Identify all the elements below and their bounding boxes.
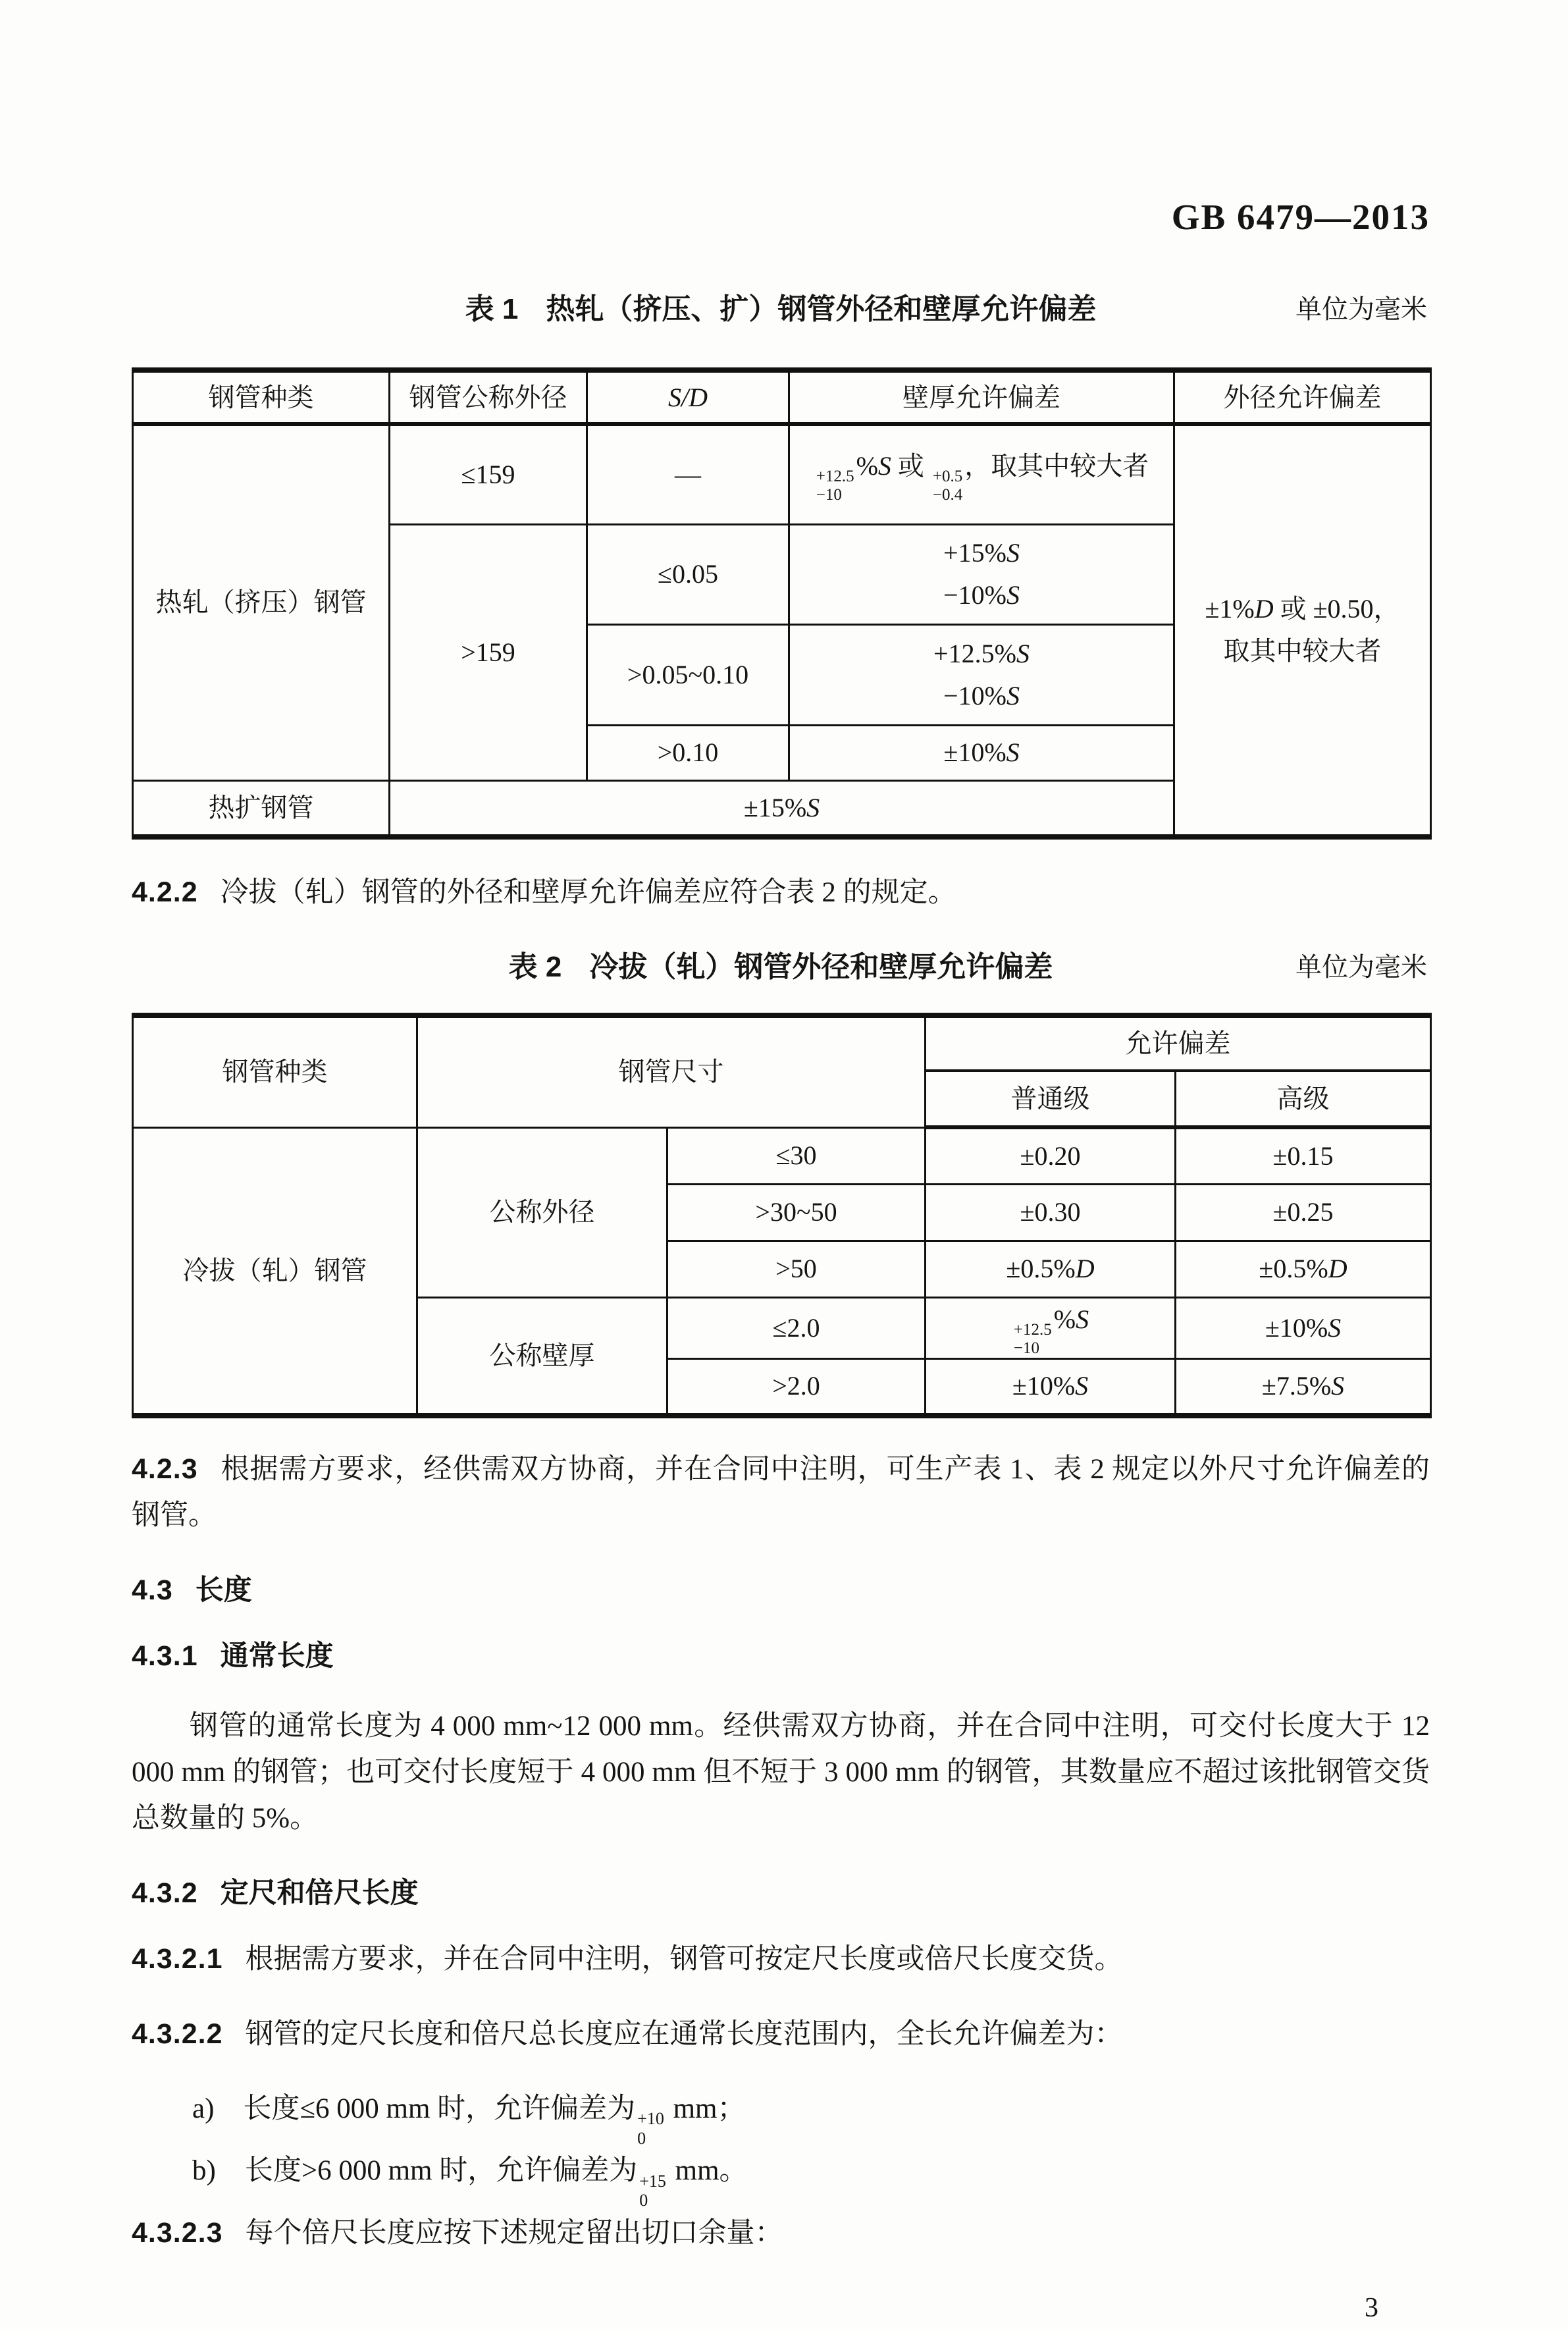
table1-cell-wall-le005: +15%S −10%S [789, 524, 1174, 624]
table2-cell-size-le30: ≤30 [667, 1127, 926, 1184]
table2-cell-high-gt20: ±7.5%S [1176, 1359, 1431, 1416]
table1-header-od-tol: 外径允许偏差 [1174, 370, 1431, 424]
heading-number: 4.3.2 [132, 1877, 198, 1909]
paragraph-4-3-1: 钢管的通常长度为 4 000 mm~12 000 mm。经供需双方协商，并在合同中注明，可交付长度大于 12 000 mm 的钢管；也可交付长度短于 4 000 mm 但不短于 3 000 mm 的钢管，其数量应不超过该批钢管交货总数量的 5%。 [132, 1710, 1430, 1834]
table2-cell-normal-le30: ±0.20 [926, 1127, 1176, 1184]
table2-caption [132, 944, 1430, 990]
table2-cell-group-wt: 公称壁厚 [417, 1297, 667, 1416]
table1-cell-kind-hot: 热轧（挤压）钢管 [133, 424, 390, 780]
clause-text: 冷拔（轧）钢管的外径和壁厚允许偏差应符合表 2 的规定。 [220, 877, 956, 908]
clause-text: 每个倍尺长度应按下述规定留出切口余量： [245, 2217, 783, 2249]
heading-number: 4.3 [132, 1574, 173, 1606]
clause-number: 4.3.2.3 [132, 2216, 223, 2249]
clause-4-2-3 [132, 1446, 1430, 1539]
tolerance-fraction: +12.5 −10 [1013, 1321, 1052, 1357]
heading-number: 4.3.1 [132, 1640, 198, 1672]
page-number: 3 [1365, 2292, 1378, 2323]
table2-cell-group-od: 公称外径 [417, 1127, 667, 1297]
table1-cell-sd-gt010: >0.10 [587, 725, 789, 780]
table2-cell-size-30-50: >30~50 [667, 1184, 926, 1241]
list-item-a [192, 2086, 1430, 2148]
table2-header-high-grade: 高级 [1176, 1071, 1431, 1127]
table2-cell-normal-gt20: ±10%S [926, 1359, 1176, 1416]
clause-text: 钢管的定尺长度和倍尺总长度应在通常长度范围内，全长允许偏差为： [245, 2018, 1123, 2050]
clause-number: 4.2.3 [132, 1453, 198, 1485]
tolerance-fraction: +0.5 −0.4 [932, 468, 963, 504]
tolerance-fraction: +15 0 [639, 2171, 666, 2210]
table2-cell-high-30-50: ±0.25 [1176, 1184, 1431, 1241]
table1-unit-label: 单位为毫米 [1295, 294, 1427, 324]
table2-cell-size-gt50: >50 [667, 1241, 926, 1297]
table1-cell-sd-dash: — [587, 424, 789, 524]
page-content [132, 0, 1430, 2329]
table2-cold-drawn-tolerances [132, 1013, 1432, 1418]
table1-cell-wall-gt010: ±10%S [789, 725, 1174, 780]
table1-row-le159 [133, 424, 1431, 524]
tolerance-fraction: +12.5 −10 [816, 468, 854, 504]
heading-4-3 [132, 1567, 1430, 1613]
table2-unit-label: 单位为毫米 [1295, 952, 1427, 982]
table2-caption-label: 表 2 [508, 951, 562, 983]
table2-cell-normal-gt50: ±0.5%D [926, 1241, 1176, 1297]
clause-text: 根据需方要求，并在合同中注明，钢管可按定尺长度或倍尺长度交货。 [245, 1943, 1123, 1975]
table2-header-size: 钢管尺寸 [417, 1015, 926, 1127]
table2-header-kind: 钢管种类 [133, 1015, 417, 1127]
table2-cell-size-gt20: >2.0 [667, 1359, 926, 1416]
table2-header-tolerance: 允许偏差 [926, 1015, 1431, 1071]
table1-cell-od-gt159: >159 [390, 524, 587, 780]
clause-number: 4.2.2 [132, 876, 198, 908]
table1-caption-title: 热轧（挤压、扩）钢管外径和壁厚允许偏差 [546, 293, 1097, 325]
table2-cell-normal-30-50: ±0.30 [926, 1184, 1176, 1241]
table2-cell-high-le20: ±10%S [1176, 1297, 1431, 1359]
table1-header-row [133, 370, 1431, 424]
table1-cell-wall-005-010: +12.5%S −10%S [789, 624, 1174, 725]
list-item-label: a) [192, 2093, 215, 2124]
table2-cell-normal-le20: +12.5 −10 %S [926, 1297, 1176, 1359]
table1-hot-rolled-tolerances [132, 367, 1432, 840]
heading-title: 定尺和倍尺长度 [220, 1877, 419, 1909]
table1-header-kind: 钢管种类 [133, 370, 390, 424]
table1-caption-label: 表 1 [465, 293, 519, 325]
table1-cell-sd-005-010: >0.05~0.10 [587, 624, 789, 725]
table1-cell-od-le159: ≤159 [390, 424, 587, 524]
tolerance-fraction: +10 0 [637, 2109, 664, 2148]
table2-cell-size-le20: ≤2.0 [667, 1297, 926, 1359]
heading-title: 长度 [195, 1574, 252, 1606]
heading-4-3-1 [132, 1633, 1430, 1679]
table2-cell-high-gt50: ±0.5%D [1176, 1241, 1431, 1297]
table1-cell-wall-le159: +12.5 −10 %S 或 +0.5 −0.4 ，取其中较大者 [789, 424, 1174, 524]
clause-4-3-2-1 [132, 1936, 1430, 1983]
clause-number: 4.3.2.2 [132, 2018, 223, 2050]
table1-cell-wall-expanded: ±15%S [390, 780, 1174, 837]
list-item-text: 长度>6 000 mm 时，允许偏差为 +15 0 mm。 [244, 2155, 748, 2210]
list-item-label: b) [192, 2155, 216, 2186]
clause-4-3-2-3 [132, 2210, 1430, 2257]
table1-cell-od-tolerance: ±1%D 或 ±0.50， 取其中较大者 [1174, 424, 1431, 837]
clause-text: 根据需方要求，经供需双方协商，并在合同中注明，可生产表 1、表 2 规定以外尺寸允许偏差的钢管。 [132, 1453, 1430, 1531]
heading-title: 通常长度 [220, 1640, 334, 1672]
table2-cell-kind: 冷拔（轧）钢管 [133, 1127, 417, 1416]
table1-cell-kind-expanded: 热扩钢管 [133, 780, 390, 837]
table1-cell-sd-le005: ≤0.05 [587, 524, 789, 624]
table2-header-normal-grade: 普通级 [926, 1071, 1176, 1127]
clause-4-3-2-2 [132, 2011, 1430, 2058]
table2-caption-title: 冷拔（轧）钢管外径和壁厚允许偏差 [589, 951, 1053, 983]
standard-number: GB 6479—2013 [1171, 197, 1430, 237]
list-item-text: 长度≤6 000 mm 时，允许偏差为 +10 0 mm； [243, 2093, 746, 2148]
clause-4-2-2 [132, 869, 1430, 916]
table2-header-row1 [133, 1015, 1431, 1071]
list-item-b [192, 2148, 1430, 2210]
heading-4-3-2 [132, 1870, 1430, 1916]
table1-caption [132, 286, 1430, 333]
table2-cell-high-le30: ±0.15 [1176, 1127, 1431, 1184]
table2-row-od-le30 [133, 1127, 1431, 1184]
clause-number: 4.3.2.1 [132, 1942, 223, 1975]
table1-header-wall-tol: 壁厚允许偏差 [789, 370, 1174, 424]
table1-header-sd: S/D [587, 370, 789, 424]
table1-header-od: 钢管公称外径 [390, 370, 587, 424]
